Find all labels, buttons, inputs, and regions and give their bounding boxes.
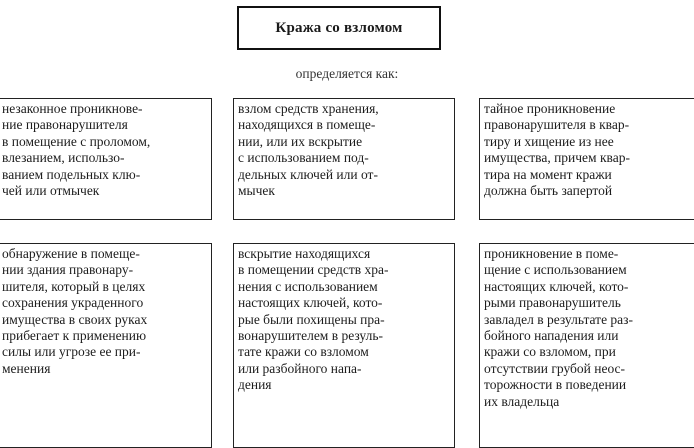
definition-box-3: тайное проникновение правонарушителя в квар- тиру и хищение из нее имущества, причем квар- тира на момент кражи должна быть запертой [479,98,694,220]
definition-box-1: незаконное проникнове- ние правонарушителя в помещение с проломом, влезанием, использо- ванием подельных клю- чей или отмычек [0,98,212,220]
title-box [237,6,441,50]
definition-box-4: обнаружение в помеще- нии здания правонару- шителя, который в целях сохранения украденного имущества в своих руках прибегает к применению силы или угрозе ее при- менения [0,243,212,448]
definition-box-5: вскрытие находящихся в помещении средств хра- нения с использованием настоящих ключей, кото- рые были похищены пра- вонарушителем в резуль- тате кражи со взломом или разбойного напа- дения [233,243,455,448]
definition-box-2: взлом средств хранения, находящихся в помеще- нии, или их вскрытие с использованием под- дельных ключей или от- мычек [233,98,455,220]
diagram-title: Кража со взломом [275,19,403,36]
definition-box-6: проникновение в поме- щение с использованием настоящих ключей, кото- рыми правонарушитель завладел в результате раз- бойного нападения или кражи со взломом, при отсутствии грубой неос- торожности в поведении их владельца [479,243,694,448]
diagram-subtitle: определяется как: [295,66,399,81]
